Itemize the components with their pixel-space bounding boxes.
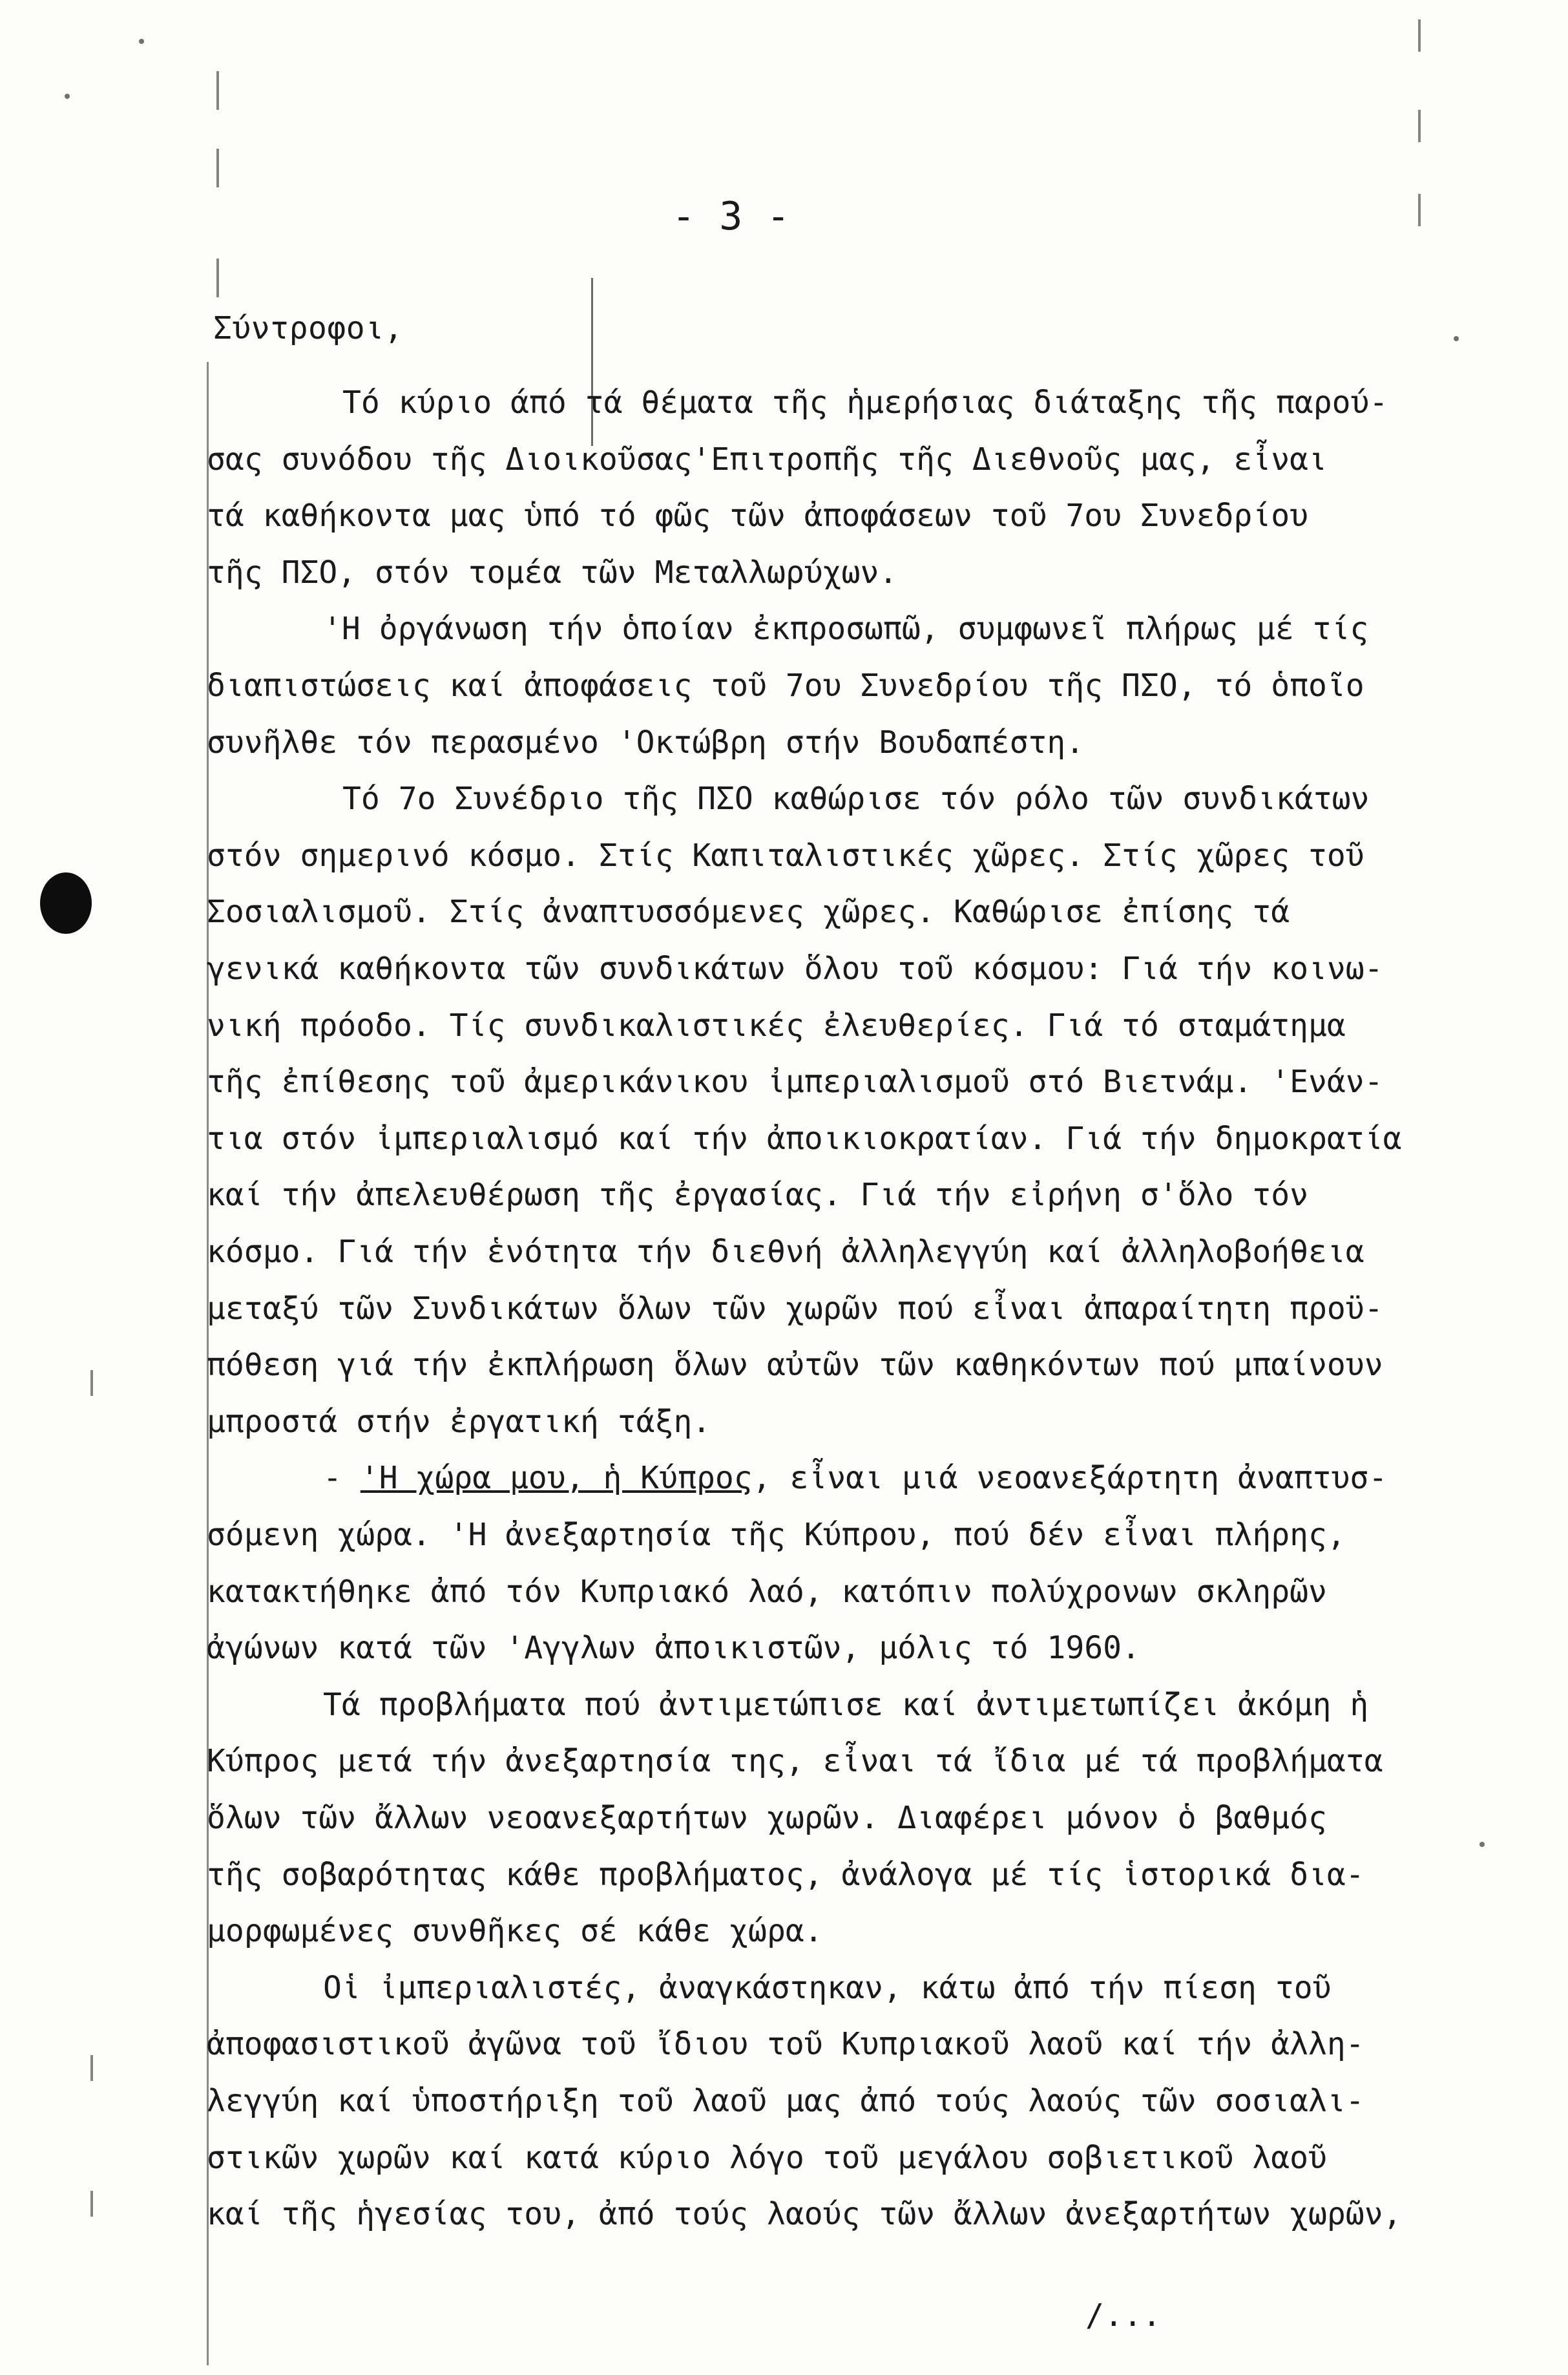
inner-vertical-line: [591, 278, 593, 446]
edge-mark: [90, 2191, 93, 2217]
text-line: καί τήν ἀπελευθέρωση τῆς ἐργασίας. Γιά τήν εἰρήνη σ'ὅλο τόν: [207, 1177, 1309, 1213]
text-line-prefix: -: [323, 1460, 361, 1496]
text-line: λεγγύη καί ὑποστήριξη τοῦ λαοῦ μας ἀπό τούς λαούς τῶν σοσιαλι-: [207, 2083, 1364, 2119]
ink-speck: [65, 94, 70, 99]
text-line: στόν σημερινό κόσμο. Στίς Καπιταλιστικές χῶρες. Στίς χῶρες τοῦ: [207, 838, 1364, 874]
text-line: Τό κύριο άπό τά θέματα τῆς ἡμερήσιας διάταξης τῆς παρού-: [342, 385, 1388, 421]
text-line: συνῆλθε τόν περασμένο 'Οκτώβρη στήν Βουδαπέστη.: [207, 724, 1085, 761]
text-line: τῆς ΠΣΟ, στόν τομέα τῶν Μεταλλωρύχων.: [207, 554, 898, 591]
edge-mark: [216, 149, 219, 187]
text-line: μορφωμένες συνθῆκες σέ κάθε χώρα.: [207, 1913, 823, 1949]
text-line: [323, 1460, 1387, 1496]
text-line: σόμενη χώρα. 'Η ἀνεξαρτησία τῆς Κύπρου, πού δέν εἶναι πλήρης,: [207, 1517, 1346, 1553]
text-line-suffix: , εἶναι μιά νεοανεξάρτητη ἀναπτυσ-: [752, 1460, 1388, 1496]
text-line: πόθεση γιά τήν ἐκπλήρωση ὅλων αὐτῶν τῶν καθηκόντων πού μπαίνουν: [207, 1347, 1383, 1383]
text-line: 'Η ὀργάνωση τήν ὁποίαν ἐκπροσωπῶ, συμφωνεῖ πλήρως μέ τίς: [323, 611, 1369, 647]
edge-mark: [90, 1370, 93, 1396]
text-line: ἀγώνων κατά τῶν 'Αγγλων ἀποικιστῶν, μόλις τό 1960.: [207, 1630, 1140, 1666]
text-line: Κύπρος μετά τήν ἀνεξαρτησία της, εἶναι τά ἴδια μέ τά προβλήματα: [207, 1743, 1383, 1779]
text-line: Σοσιαλισμοῦ. Στίς ἀναπτυσσόμενες χῶρες. Καθώρισε ἐπίσης τά: [207, 894, 1290, 930]
ink-speck: [139, 39, 144, 44]
edge-mark: [1418, 194, 1421, 226]
salutation: Σύντροφοι,: [213, 310, 403, 346]
edge-mark: [90, 2055, 93, 2081]
text-line: τια στόν ἰμπεριαλισμό καί τήν ἀποικιοκρατίαν. Γιά τήν δημοκρατία: [207, 1121, 1402, 1157]
ink-speck: [1454, 336, 1459, 341]
text-line: στικῶν χωρῶν καί κατά κύριο λόγο τοῦ μεγάλου σοβιετικοῦ λαοῦ: [207, 2140, 1327, 2176]
text-line: ἀποφασιστικοῦ ἀγῶνα τοῦ ἴδιου τοῦ Κυπριακοῦ λαοῦ καί τήν ἀλλη-: [207, 2026, 1364, 2062]
edge-mark: [216, 71, 219, 110]
ink-speck: [1479, 1842, 1485, 1847]
text-line: τά καθήκοντα μας ὑπό τό φῶς τῶν ἀποφάσεων τοῦ 7ου Συνεδρίου: [207, 498, 1309, 534]
text-line: τῆς ἐπίθεσης τοῦ ἀμερικάνικου ἰμπεριαλισμοῦ στό Βιετνάμ. 'Ενάν-: [207, 1064, 1383, 1100]
text-line: Τό 7ο Συνέδριο τῆς ΠΣΟ καθώρισε τόν ρόλο τῶν συνδικάτων: [342, 781, 1370, 817]
text-line: Οἱ ἰμπεριαλιστές, ἀναγκάστηκαν, κάτω ἀπό τήν πίεση τοῦ: [323, 1970, 1332, 2006]
page-number: - 3 -: [672, 194, 791, 239]
text-line: ὅλων τῶν ἄλλων νεοανεξαρτήτων χωρῶν. Διαφέρει μόνον ὁ βαθμός: [207, 1800, 1327, 1836]
text-line: κατακτήθηκε ἀπό τόν Κυπριακό λαό, κατόπιν πολύχρονων σκληρῶν: [207, 1574, 1327, 1610]
text-line: γενικά καθήκοντα τῶν συνδικάτων ὅλου τοῦ κόσμου: Γιά τήν κοινω-: [207, 951, 1383, 987]
text-line: τῆς σοβαρότητας κάθε προβλήματος, ἀνάλογα μέ τίς ἱστορικά δια-: [207, 1857, 1364, 1893]
text-line: μπροστά στήν ἐργατική τάξη.: [207, 1404, 711, 1440]
continuation-mark: /...: [1085, 2297, 1162, 2334]
underlined-phrase: 'Η χώρα μου, ἡ Κύπρος: [360, 1460, 753, 1496]
text-line: νική πρόοδο. Τίς συνδικαλιστικές ἐλευθερίες. Γιά τό σταμάτημα: [207, 1008, 1346, 1044]
punch-hole-mark: [40, 872, 92, 934]
edge-mark: [216, 259, 219, 297]
edge-mark: [1418, 19, 1421, 52]
text-line: Τά προβλήματα πού ἀντιμετώπισε καί ἀντιμετωπίζει ἀκόμη ἡ: [323, 1687, 1369, 1723]
edge-mark: [1418, 110, 1421, 142]
text-line: κόσμο. Γιά τήν ἑνότητα τήν διεθνή ἀλληλεγγύη καί ἀλληλοβοήθεια: [207, 1234, 1364, 1270]
text-line: καί τῆς ἡγεσίας του, ἀπό τούς λαούς τῶν ἄλλων ἀνεξαρτήτων χωρῶν,: [207, 2196, 1402, 2232]
text-line: σας συνόδου τῆς Διοικοῦσας'Επιτροπῆς τῆς Διεθνοῦς μας, εἶναι: [207, 441, 1327, 478]
text-line: διαπιστώσεις καί ἀποφάσεις τοῦ 7ου Συνεδρίου τῆς ΠΣΟ, τό ὁποῖο: [207, 668, 1364, 704]
text-line: μεταξύ τῶν Συνδικάτων ὅλων τῶν χωρῶν πού εἶναι ἀπαραίτητη προϋ-: [207, 1291, 1383, 1327]
